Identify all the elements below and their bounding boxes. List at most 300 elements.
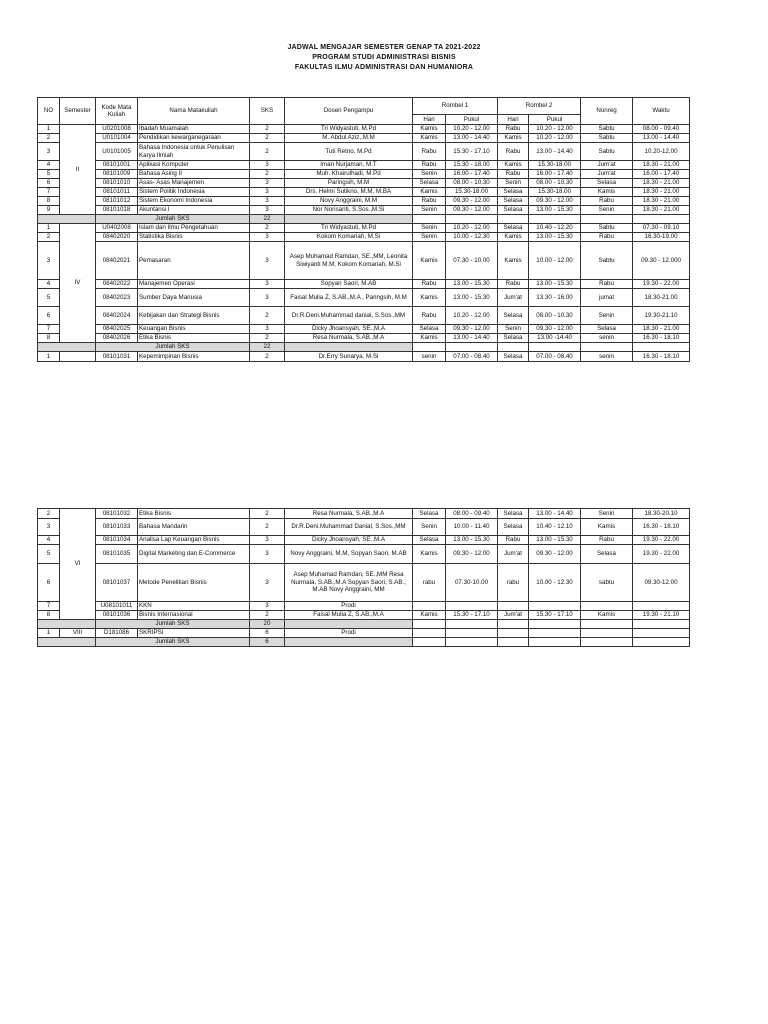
- rombel-1-time: 09.30 - 12.00: [446, 197, 498, 206]
- nonreg-time: 19.30-21.10: [633, 307, 690, 325]
- row-number: 5: [38, 170, 60, 179]
- row-number: 8: [38, 334, 60, 343]
- rombel-1-day: [413, 629, 446, 638]
- course-name: Kebijakan dan Strategi Bisnis: [138, 307, 250, 325]
- rombel-1-time: 10.00 - 11.40: [446, 519, 498, 536]
- sum-empty: [529, 638, 581, 647]
- nonreg-day: Senin: [581, 307, 633, 325]
- sum-spacer: [38, 620, 96, 629]
- sum-empty: [529, 343, 581, 352]
- rombel-1-time: 09.30 - 12.00: [446, 206, 498, 215]
- row-number: 2: [38, 233, 60, 242]
- rombel-2-day: Selasa: [498, 224, 529, 233]
- rombel-2-day: Kamis: [498, 161, 529, 170]
- rombel-2-time: 13.00 - 15.30: [529, 280, 581, 289]
- rombel-1-time: 09.30 - 12.00: [446, 545, 498, 564]
- sum-label: Jumlah SKS: [96, 215, 250, 224]
- course-name: Keuangan Bisnis: [138, 325, 250, 334]
- table-row: [38, 242, 690, 280]
- course-code: 08101037: [96, 564, 138, 602]
- sum-row: [38, 343, 690, 352]
- rombel-2-time: 13.00 -14.40: [529, 334, 581, 343]
- lecturer: Drs. Helmi Sutikno, M.M, M.BA: [285, 188, 413, 197]
- nonreg-day: Selasa: [581, 179, 633, 188]
- sum-empty: [581, 620, 633, 629]
- nonreg-day: [581, 602, 633, 611]
- row-number: 4: [38, 280, 60, 289]
- sum-spacer: [38, 638, 96, 647]
- rombel-2-day: Jum'at: [498, 289, 529, 307]
- nonreg-time: 19.30 - 22.00: [633, 545, 690, 564]
- sum-row: [38, 638, 690, 647]
- rombel-2-time: 09.30 - 12.00: [529, 197, 581, 206]
- rombel-2-day: Senin: [498, 325, 529, 334]
- row-number: 1: [38, 629, 60, 638]
- course-code: 08101001: [96, 161, 138, 170]
- rombel-1-day: Kamis: [413, 125, 446, 134]
- rombel-1-day: senin: [413, 352, 446, 362]
- course-sks: 3: [250, 289, 285, 307]
- sum-empty: [529, 215, 581, 224]
- rombel-1-day: Kamis: [413, 334, 446, 343]
- nonreg-day: Rabu: [581, 197, 633, 206]
- course-name: Manajemen Operasi: [138, 280, 250, 289]
- course-sks: 2: [250, 611, 285, 620]
- sum-empty: [498, 638, 529, 647]
- course-sks: 2: [250, 352, 285, 362]
- rombel-2-day: Rabu: [498, 170, 529, 179]
- table-row: [38, 143, 690, 161]
- rombel-2-day: Rabu: [498, 280, 529, 289]
- rombel-1-time: 15.30 - 18.00: [446, 161, 498, 170]
- nonreg-time: 16.30 - 18.10: [633, 334, 690, 343]
- rombel-1-day: Selasa: [413, 536, 446, 545]
- nonreg-time: 07.30 - 09.10: [633, 224, 690, 233]
- rombel-2-time: 08.00 - 10.30: [529, 307, 581, 325]
- rombel-2-day: Selasa: [498, 307, 529, 325]
- course-name: SKRIPSI: [138, 629, 250, 638]
- row-number: 4: [38, 536, 60, 545]
- header-nonreg: Nonreg: [581, 98, 633, 125]
- rombel-1-day: rabu: [413, 564, 446, 602]
- course-code: 08402025: [96, 325, 138, 334]
- course-sks: 2: [250, 134, 285, 143]
- lecturer: Iman Nurjaman, M.T: [285, 161, 413, 170]
- table-row: [38, 629, 690, 638]
- rombel-1-day: Rabu: [413, 307, 446, 325]
- nonreg-time: 09.30-12.00: [633, 564, 690, 602]
- sum-empty: [285, 343, 413, 352]
- nonreg-time: 18.30 - 21.00: [633, 197, 690, 206]
- rombel-2-time: 13.00 - 15.30: [529, 206, 581, 215]
- rombel-1-day: Kamis: [413, 289, 446, 307]
- rombel-1-time: 16.00 - 17.40: [446, 170, 498, 179]
- sum-value: 20: [250, 620, 285, 629]
- table-row: [38, 188, 690, 197]
- course-name: Bahasa Asing II: [138, 170, 250, 179]
- nonreg-day: Kamis: [581, 519, 633, 536]
- rombel-2-day: Senin: [498, 179, 529, 188]
- sum-empty: [285, 215, 413, 224]
- lecturer: Dicky Jhoansyah, SE.,M.A: [285, 536, 413, 545]
- rombel-1-day: [413, 602, 446, 611]
- table-row: [38, 307, 690, 325]
- course-name: Metode Penelitian Bisnis: [138, 564, 250, 602]
- course-name: Statistika Bisnis: [138, 233, 250, 242]
- rombel-2-time: 10.20 - 12.00: [529, 125, 581, 134]
- rombel-2-day: Kamis: [498, 233, 529, 242]
- nonreg-day: Sabtu: [581, 242, 633, 280]
- lecturer: Faisal Mulia Z, S.AB.,M.A , Paringsih, M.M: [285, 289, 413, 307]
- rombel-2-time: 13.00 - 14.40: [529, 143, 581, 161]
- header-kode: Kode Mata Kuliah: [96, 98, 138, 125]
- row-number: 3: [38, 519, 60, 536]
- course-sks: 2: [250, 519, 285, 536]
- sum-empty: [633, 620, 690, 629]
- rombel-1-day: Kamis: [413, 134, 446, 143]
- rombel-1-time: 15.30 - 17.10: [446, 611, 498, 620]
- nonreg-time: 18.30 - 21.00: [633, 325, 690, 334]
- sum-row: [38, 620, 690, 629]
- rombel-2-day: Selasa: [498, 334, 529, 343]
- table-row: [38, 611, 690, 620]
- rombel-1-time: 13.00 - 15.30: [446, 536, 498, 545]
- title-line-1: JADWAL MENGAJAR SEMESTER GENAP TA 2021-2022: [287, 44, 481, 51]
- course-code: U0402008: [96, 224, 138, 233]
- course-name: Sistem Ekonomi Indonesia: [138, 197, 250, 206]
- rombel-2-day: Selasa: [498, 352, 529, 362]
- lecturer: Asep Muhamad Ramdan, SE.,MM Resa Nurmala, S.AB.,M.A Sopyan Saori, S.AB., M.AB Novy Anggraini, MM: [285, 564, 413, 602]
- course-name: Etika Bisnis: [138, 509, 250, 519]
- rombel-2-day: Selasa: [498, 519, 529, 536]
- row-number: 6: [38, 564, 60, 602]
- sum-value: 22: [250, 343, 285, 352]
- nonreg-time: 09.30 - 12.000: [633, 242, 690, 280]
- course-code: 08402022: [96, 280, 138, 289]
- rombel-1-day: Senin: [413, 206, 446, 215]
- rombel-2-day: Selasa: [498, 197, 529, 206]
- rombel-1-time: [446, 629, 498, 638]
- course-name: Pendidikan kewarganegaraan: [138, 134, 250, 143]
- rombel-2-day: Kamis: [498, 134, 529, 143]
- course-sks: 3: [250, 242, 285, 280]
- course-sks: 2: [250, 509, 285, 519]
- sum-row: [38, 215, 690, 224]
- rombel-1-time: 08.00 - 09.40: [446, 509, 498, 519]
- rombel-2-time: [529, 629, 581, 638]
- sum-empty: [633, 343, 690, 352]
- course-sks: 2: [250, 307, 285, 325]
- course-code: 08101012: [96, 197, 138, 206]
- rombel-1-day: Rabu: [413, 161, 446, 170]
- nonreg-time: 16.00 - 17.40: [633, 170, 690, 179]
- nonreg-time: 10.20-12.00: [633, 143, 690, 161]
- rombel-2-time: 08.00 - 10.30: [529, 179, 581, 188]
- course-name: Islam dan Ilmu Pengetahuan: [138, 224, 250, 233]
- rombel-1-day: Senin: [413, 233, 446, 242]
- course-sks: 2: [250, 143, 285, 161]
- nonreg-day: Rabu: [581, 536, 633, 545]
- rombel-1-day: Kamis: [413, 545, 446, 564]
- course-code: U0201008: [96, 125, 138, 134]
- rombel-1-day: Senin: [413, 224, 446, 233]
- sum-empty: [413, 620, 446, 629]
- rombel-2-day: Jum'at: [498, 545, 529, 564]
- course-sks: 2: [250, 125, 285, 134]
- row-number: 3: [38, 143, 60, 161]
- rombel-1-time: 10.20 - 12.00: [446, 224, 498, 233]
- nonreg-time: 18.30 - 21.00: [633, 188, 690, 197]
- course-code: 08101009: [96, 170, 138, 179]
- header-semester: Semester: [60, 98, 96, 125]
- header-pukul-1: Pukul: [446, 115, 498, 125]
- header-hari-1: Hari: [413, 115, 446, 125]
- table-row: [38, 125, 690, 134]
- rombel-1-day: Selasa: [413, 179, 446, 188]
- course-sks: 3: [250, 206, 285, 215]
- nonreg-day: [581, 629, 633, 638]
- semester-label: IV: [60, 224, 96, 343]
- lecturer: Tri Widyastuti, M.Pd: [285, 125, 413, 134]
- semester-label: VI: [60, 509, 96, 620]
- header-rombel-2: Rombel 2: [498, 98, 581, 115]
- row-number: 9: [38, 206, 60, 215]
- sum-empty: [285, 638, 413, 647]
- row-number: 5: [38, 289, 60, 307]
- rombel-2-time: 07.00 - 08.40: [529, 352, 581, 362]
- course-name: Sumber Daya Manusia: [138, 289, 250, 307]
- header-dosen: Dosen Pengampu: [285, 98, 413, 125]
- schedule-table-page-1: [37, 97, 690, 362]
- rombel-2-day: [498, 629, 529, 638]
- rombel-1-time: 10.20 - 12.00: [446, 125, 498, 134]
- course-sks: 3: [250, 536, 285, 545]
- nonreg-time: 16.30 - 18.10: [633, 352, 690, 362]
- sum-value: 6: [250, 638, 285, 647]
- lecturer: Dr.R.Deni.Muhammad Danial, S.Sos.,MM: [285, 519, 413, 536]
- row-number: 2: [38, 134, 60, 143]
- course-sks: 3: [250, 545, 285, 564]
- rombel-2-day: [498, 602, 529, 611]
- course-code: 08101011: [96, 188, 138, 197]
- rombel-2-time: 10.40 - 12.20: [529, 224, 581, 233]
- rombel-1-day: Selasa: [413, 509, 446, 519]
- rombel-1-time: 15.30 - 17.10: [446, 143, 498, 161]
- course-code: 08101018: [96, 206, 138, 215]
- course-code: 08402024: [96, 307, 138, 325]
- rombel-1-day: Selasa: [413, 325, 446, 334]
- rombel-1-time: 07.30 - 10.00: [446, 242, 498, 280]
- course-code: 08402021: [96, 242, 138, 280]
- course-name: KKN: [138, 602, 250, 611]
- lecturer: Novy Anggraini, M.M: [285, 197, 413, 206]
- course-sks: 3: [250, 233, 285, 242]
- table-row: [38, 519, 690, 536]
- sum-empty: [413, 638, 446, 647]
- row-number: 1: [38, 125, 60, 134]
- row-number: 8: [38, 197, 60, 206]
- row-number: 2: [38, 509, 60, 519]
- title-line-2: PROGRAM STUDI ADMINISTRASI BISNIS: [312, 54, 456, 61]
- nonreg-day: Jum'at: [581, 170, 633, 179]
- header-sks: SKS: [250, 98, 285, 125]
- nonreg-day: Senin: [581, 509, 633, 519]
- rombel-2-time: [529, 602, 581, 611]
- rombel-2-day: rabu: [498, 564, 529, 602]
- lecturer: Tri Widyastuti, M.Pd: [285, 224, 413, 233]
- nonreg-day: Sabtu: [581, 143, 633, 161]
- rombel-1-day: Senin: [413, 519, 446, 536]
- lecturer: Novy Anggraini, M.M, Sopyan Saori, M.AB: [285, 545, 413, 564]
- nonreg-day: jumat: [581, 289, 633, 307]
- sum-label: Jumlah SKS: [96, 343, 250, 352]
- rombel-1-day: Senin: [413, 170, 446, 179]
- lecturer: Kokom Komariah, M.Si: [285, 233, 413, 242]
- nonreg-time: 19.30 - 22.00: [633, 536, 690, 545]
- nonreg-time: 18.30-20.10: [633, 509, 690, 519]
- table-row: [38, 334, 690, 343]
- rombel-2-day: Jum'at: [498, 611, 529, 620]
- sum-empty: [413, 215, 446, 224]
- sum-empty: [581, 343, 633, 352]
- rombel-1-time: 09.30 - 12.00: [446, 325, 498, 334]
- schedule-table-page-2: [37, 508, 690, 647]
- course-code: 08402023: [96, 289, 138, 307]
- lecturer: Sopyan Saori, M.AB: [285, 280, 413, 289]
- course-name: Analisa Lap Keuangan Bisnis: [138, 536, 250, 545]
- table-row: [38, 509, 690, 519]
- course-name: Kepemimpinan Bisnis: [138, 352, 250, 362]
- course-code: 08101036: [96, 611, 138, 620]
- course-name: Bahasa Indonesia untuk Penulisan Karya Ilmiah: [138, 143, 250, 161]
- lecturer: Nor Norisanti, S.Sos.,M.Si: [285, 206, 413, 215]
- course-code: 08101033: [96, 519, 138, 536]
- course-sks: 6: [250, 629, 285, 638]
- rombel-2-time: 13.00 - 14.40: [529, 509, 581, 519]
- lecturer: Prodi: [285, 629, 413, 638]
- table-row: [38, 134, 690, 143]
- rombel-2-day: Rabu: [498, 536, 529, 545]
- nonreg-day: Sabtu: [581, 134, 633, 143]
- sum-empty: [413, 343, 446, 352]
- lecturer: Resa Nurmala, S.AB.,M.A: [285, 509, 413, 519]
- sum-empty: [446, 343, 498, 352]
- nonreg-day: Selasa: [581, 545, 633, 564]
- lecturer: Paringsih, M.M: [285, 179, 413, 188]
- sum-empty: [498, 343, 529, 352]
- row-number: 6: [38, 179, 60, 188]
- sum-empty: [446, 638, 498, 647]
- sum-value: 22: [250, 215, 285, 224]
- sum-spacer: [38, 215, 96, 224]
- nonreg-day: senin: [581, 334, 633, 343]
- nonreg-day: sabtu: [581, 564, 633, 602]
- header-pukul-2: Pukul: [529, 115, 581, 125]
- table-row: [38, 545, 690, 564]
- rombel-1-time: 10.20 - 12.00: [446, 307, 498, 325]
- table-row: [38, 224, 690, 233]
- rombel-1-time: 08.00 - 10.30: [446, 179, 498, 188]
- nonreg-time: 18.30 - 21.00: [633, 161, 690, 170]
- table-row: [38, 179, 690, 188]
- row-number: 3: [38, 242, 60, 280]
- row-number: 1: [38, 352, 60, 362]
- rombel-1-time: 13.00 - 15.30: [446, 280, 498, 289]
- lecturer: Tuti Retno, M.Pd: [285, 143, 413, 161]
- rombel-2-time: 09.30 - 12.00: [529, 545, 581, 564]
- nonreg-day: Jum'at: [581, 161, 633, 170]
- course-sks: 2: [250, 224, 285, 233]
- rombel-1-time: 13.00 - 15.30: [446, 289, 498, 307]
- course-sks: 2: [250, 170, 285, 179]
- rombel-2-time: 10.20 - 12.00: [529, 134, 581, 143]
- lecturer: Dr.R.Deni.Muhammad danial, S.Sos.,MM: [285, 307, 413, 325]
- nonreg-day: Kamis: [581, 188, 633, 197]
- sum-empty: [581, 638, 633, 647]
- course-name: Asas- Asas Manajemen: [138, 179, 250, 188]
- rombel-2-time: 10.00 - 12.30: [529, 564, 581, 602]
- course-sks: 3: [250, 325, 285, 334]
- nonreg-day: Selasa: [581, 325, 633, 334]
- course-name: Ibadah Muamalah: [138, 125, 250, 134]
- lecturer: Faisal Mulia Z, S.AB.,M.A: [285, 611, 413, 620]
- table-row: [38, 536, 690, 545]
- table-row: [38, 197, 690, 206]
- table-row: [38, 564, 690, 602]
- course-sks: 3: [250, 161, 285, 170]
- sum-empty: [633, 638, 690, 647]
- nonreg-day: Kamis: [581, 611, 633, 620]
- rombel-2-time: 16.00 - 17.40: [529, 170, 581, 179]
- table-row: [38, 289, 690, 307]
- course-code: 08101035: [96, 545, 138, 564]
- nonreg-time: 18.30 - 21.00: [633, 206, 690, 215]
- title-block: [0, 43, 768, 73]
- row-number: 1: [38, 224, 60, 233]
- course-sks: 3: [250, 188, 285, 197]
- course-name: Bahasa Mandarin: [138, 519, 250, 536]
- sum-spacer: [38, 343, 96, 352]
- rombel-2-day: Selasa: [498, 509, 529, 519]
- lecturer: Muh. Khairulhadi, M.Pd: [285, 170, 413, 179]
- rombel-1-time: 13.00 - 14.40: [446, 334, 498, 343]
- course-code: U0101004: [96, 134, 138, 143]
- table-row: [38, 170, 690, 179]
- nonreg-day: Sabtu: [581, 224, 633, 233]
- rombel-1-time: 13.00 - 14.40: [446, 134, 498, 143]
- rombel-1-time: [446, 602, 498, 611]
- lecturer: Resa Nurmala, S.AB.,M.A: [285, 334, 413, 343]
- nonreg-day: senin: [581, 352, 633, 362]
- sum-label: Jumlah SKS: [96, 638, 250, 647]
- nonreg-time: 18.30-21.00: [633, 289, 690, 307]
- rombel-1-day: Kamis: [413, 188, 446, 197]
- nonreg-day: Sabtu: [581, 125, 633, 134]
- rombel-2-time: 13.00 - 15.30: [529, 233, 581, 242]
- rombel-2-time: 15.30-18.00: [529, 161, 581, 170]
- rombel-1-time: 15.30-18.00: [446, 188, 498, 197]
- course-name: Akuntansi I: [138, 206, 250, 215]
- lecturer: Dr.Erry Sunarya, M.Si: [285, 352, 413, 362]
- course-sks: 2: [250, 334, 285, 343]
- sum-empty: [498, 620, 529, 629]
- rombel-1-day: Kamis: [413, 242, 446, 280]
- nonreg-time: 18.30 - 21.00: [633, 179, 690, 188]
- rombel-2-time: 13.00 - 15.30: [529, 536, 581, 545]
- nonreg-time: 16.30-19.00: [633, 233, 690, 242]
- semester-label: VIII: [60, 629, 96, 638]
- rombel-1-time: 07.30-10.00: [446, 564, 498, 602]
